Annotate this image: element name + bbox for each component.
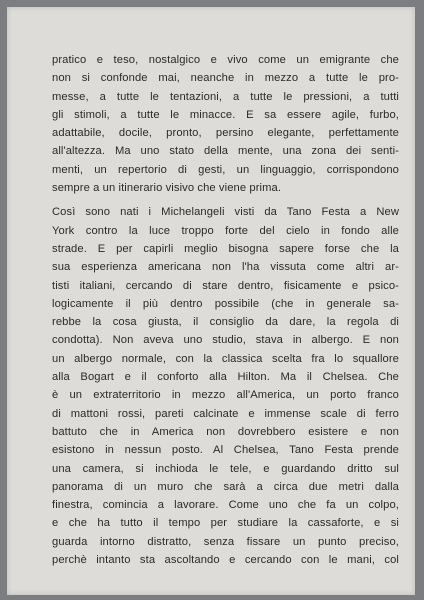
text-line: non si confonde mai, neanche in mezzo a tutte le pro- bbox=[52, 72, 399, 85]
paragraph-2 bbox=[52, 203, 399, 569]
text-line: esistono in nessun posto. Al Chelsea, Tano Festa prende bbox=[52, 444, 399, 457]
text-line: guarda intorno distratto, senza fissare un punto preciso, bbox=[52, 535, 399, 548]
body-text bbox=[52, 51, 399, 569]
text-line: un albergo normale, con la classica scelta fra lo squallore bbox=[52, 352, 399, 365]
text-line: York contro la luce troppo forte del cielo in fondo alle bbox=[52, 224, 399, 237]
paragraph-1 bbox=[52, 51, 399, 197]
text-line: una camera, si inchioda le tele, e guardando dritto sul bbox=[52, 462, 399, 475]
text-line: pratico e teso, nostalgico e vivo come un emigrante che bbox=[52, 54, 399, 66]
book-page bbox=[7, 7, 415, 595]
text-line: Così sono nati i Michelangeli visti da Tano Festa a New bbox=[52, 206, 399, 219]
text-line: battuto che in America non dovrebbero esistere e non bbox=[52, 425, 399, 438]
text-line: condotta). Non aveva uno studio, stava in albergo. E non bbox=[52, 334, 399, 347]
text-line: tisti italiani, cercando di stare dentro, fisicamente e psico- bbox=[52, 279, 399, 292]
text-line: panorama di un muro che sarà a circa due metri dalla bbox=[52, 480, 399, 493]
text-line: è un extraterritorio in mezzo all'America, un porto franco bbox=[52, 389, 399, 402]
text-line: e che ha tutto il tempo per studiare la cassaforte, e si bbox=[52, 517, 399, 530]
text-line: adattabile, docile, pronto, persino elegante, perfettamente bbox=[52, 127, 399, 140]
text-line: finestra, comincia a lavorare. Come uno che fa un colpo, bbox=[52, 499, 399, 512]
text-line: all'altezza. Ma uno stato della mente, una zona dei senti- bbox=[52, 145, 399, 158]
text-line: di mattoni rossi, pareti calcinate e immense scale di ferro bbox=[52, 407, 399, 420]
text-line: perchè intanto sta ascoltando e cercando con le mani, col bbox=[52, 554, 399, 567]
text-line: logicamente il più dentro possibile (che in generale sa- bbox=[52, 297, 399, 310]
text-line: alla Bogart e il conforto alla Hilton. Ma il Chelsea. Che bbox=[52, 371, 399, 384]
text-line: gli stimoli, a tutte le minacce. E sa essere agile, furbo, bbox=[52, 108, 399, 121]
text-line: sempre a un itinerario visivo che viene prima. bbox=[52, 182, 282, 195]
text-line: messe, a tutte le tentazioni, a tutte le pressioni, a tutti bbox=[52, 90, 399, 103]
text-line: sua esperienza americana non l'ha vissuta come altri ar- bbox=[52, 261, 399, 274]
text-line: menti, un repertorio di gesti, un linguaggio, corrispondono bbox=[52, 163, 399, 176]
text-line: rebbe la cosa giusta, il consiglio da dare, la regola di bbox=[52, 316, 399, 329]
text-line: strade. E per capirli meglio bisogna sapere forse che la bbox=[52, 242, 399, 255]
